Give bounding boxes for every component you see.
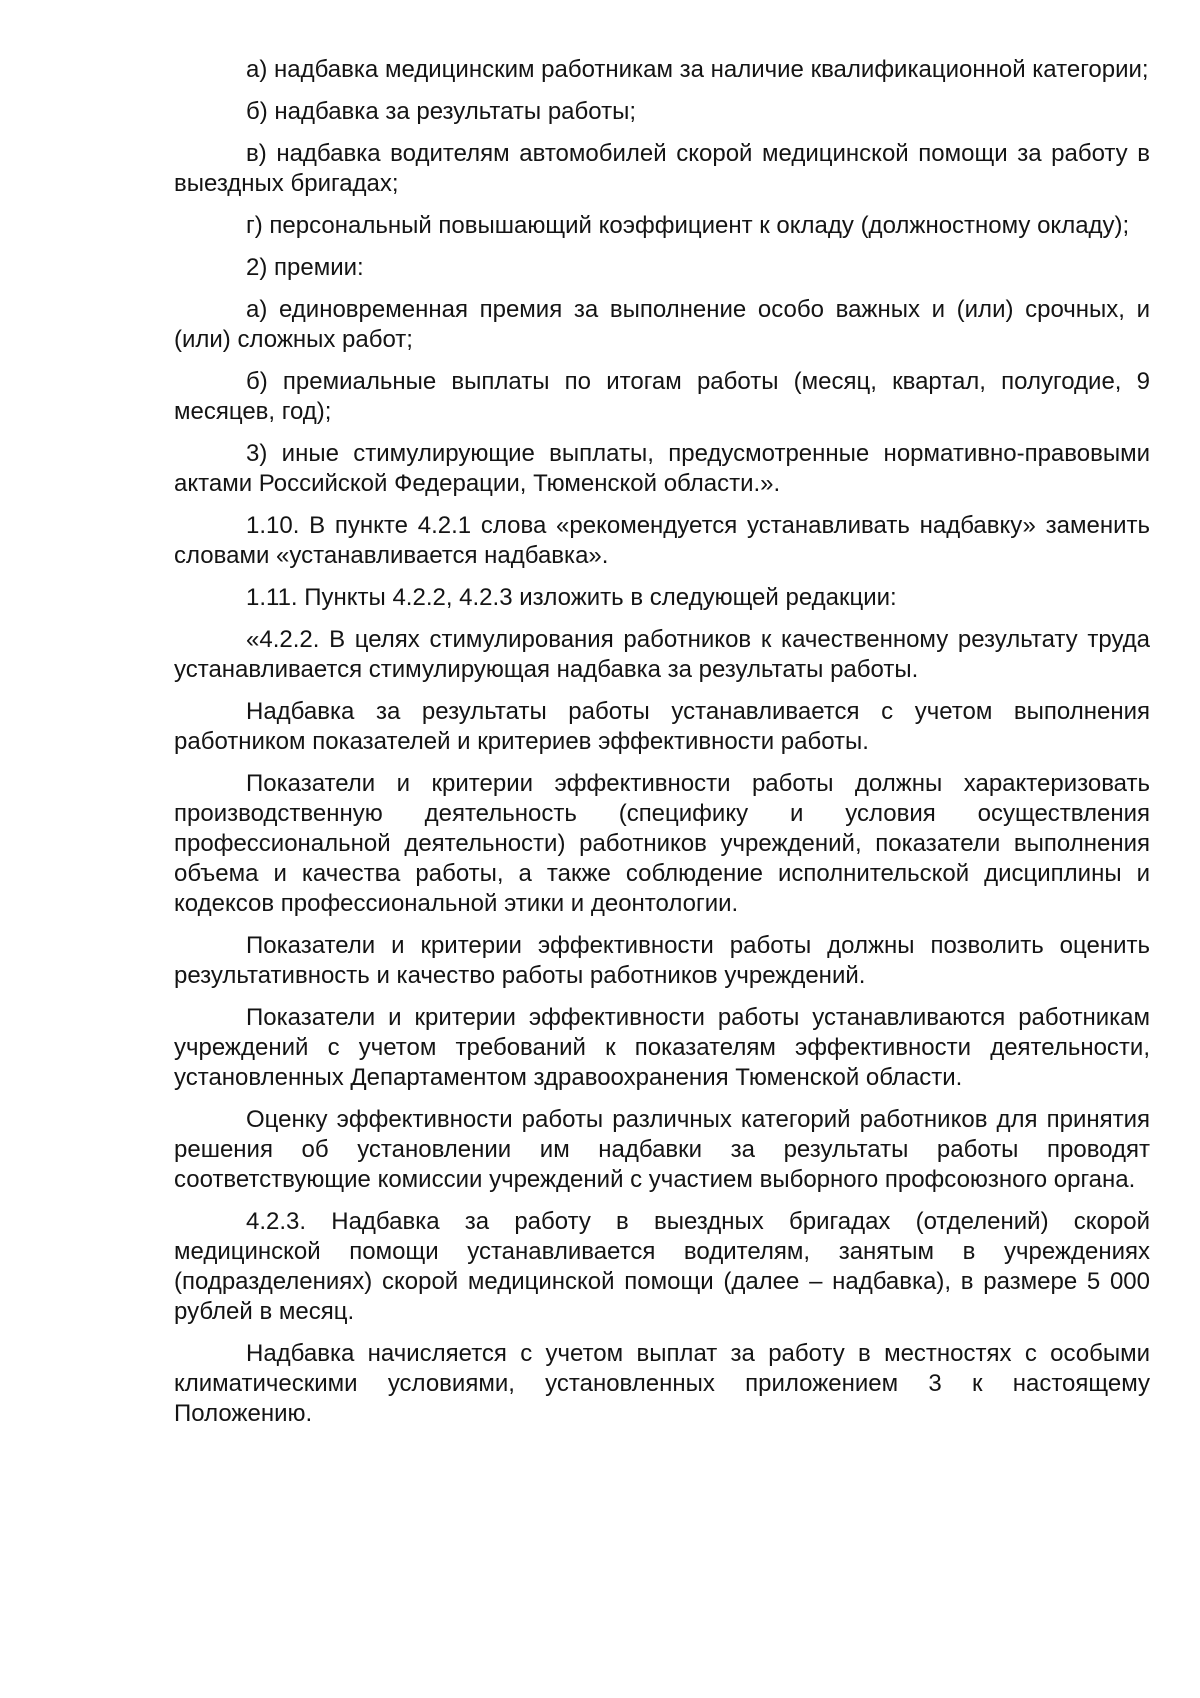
paragraph-evaluation-commission: Оценку эффективности работы различных категорий работников для принятия решения об установлении им надбавки за результаты работы проводят соответствующие комиссии учреждений с участием выборного профсоюзного органа. — [174, 1106, 1150, 1193]
paragraph-indicators-established: Показатели и критерии эффективности работы устанавливаются работникам учреждений с учетом требований к показателям эффективности деятельности, установленных Департаментом здравоохранения Тюменской области. — [174, 1004, 1150, 1091]
paragraph-clause-4-2-3: 4.2.3. Надбавка за работу в выездных бригадах (отделений) скорой медицинской помощи устанавливается водителям, занятым в учреждениях (подразделениях) скорой медицинской помощи (далее – надбавка), в размере 5 000 рублей в месяц. — [174, 1208, 1150, 1325]
paragraph-climate-conditions: Надбавка начисляется с учетом выплат за работу в местностях с особыми климатическими условиями, установленных приложением 3 к настоящему Положению. — [174, 1340, 1150, 1427]
paragraph-bonuses: 2) премии: — [246, 254, 364, 281]
paragraph-item-v-drivers: в) надбавка водителям автомобилей скорой медицинской помощи за работу в выездных бригадах; — [174, 140, 1150, 197]
paragraph-bonus-a-one-time: а) единовременная премия за выполнение особо важных и (или) срочных, и (или) сложных работ; — [174, 296, 1150, 353]
paragraph-indicators-characterize: Показатели и критерии эффективности работы должны характеризовать производственную деятельность (специфику и условия осуществления профессиональной деятельности) работников учреждений, показатели выполнения объема и качества работы, а также соблюдение исполнительской дисциплины и кодексов профессиональной этики и деонтологии. — [174, 770, 1150, 917]
paragraph-item-g-coefficient: г) персональный повышающий коэффициент к окладу (должностному окладу); — [246, 212, 1130, 239]
paragraph-other-payments: 3) иные стимулирующие выплаты, предусмотренные нормативно-правовыми актами Российской Федерации, Тюменской области.». — [174, 440, 1150, 497]
paragraph-item-b-results: б) надбавка за результаты работы; — [246, 98, 636, 125]
paragraph-clause-1-11: 1.11. Пункты 4.2.2, 4.2.3 изложить в следующей редакции: — [246, 584, 897, 611]
paragraph-results-bonus: Надбавка за результаты работы устанавливается с учетом выполнения работником показателей и критериев эффективности работы. — [174, 698, 1150, 755]
paragraph-clause-4-2-2: «4.2.2. В целях стимулирования работников к качественному результату труда устанавливается стимулирующая надбавка за результаты работы. — [174, 626, 1150, 683]
paragraph-bonus-b-periodic: б) премиальные выплаты по итогам работы (месяц, квартал, полугодие, 9 месяцев, год); — [174, 368, 1150, 425]
paragraph-item-a-qualification: а) надбавка медицинским работникам за наличие квалификационной категории; — [246, 56, 1149, 83]
paragraph-clause-1-10: 1.10. В пункте 4.2.1 слова «рекомендуется устанавливать надбавку» заменить словами «устанавливается надбавка». — [174, 512, 1150, 569]
paragraph-indicators-evaluate: Показатели и критерии эффективности работы должны позволить оценить результативность и качество работы работников учреждений. — [174, 932, 1150, 989]
